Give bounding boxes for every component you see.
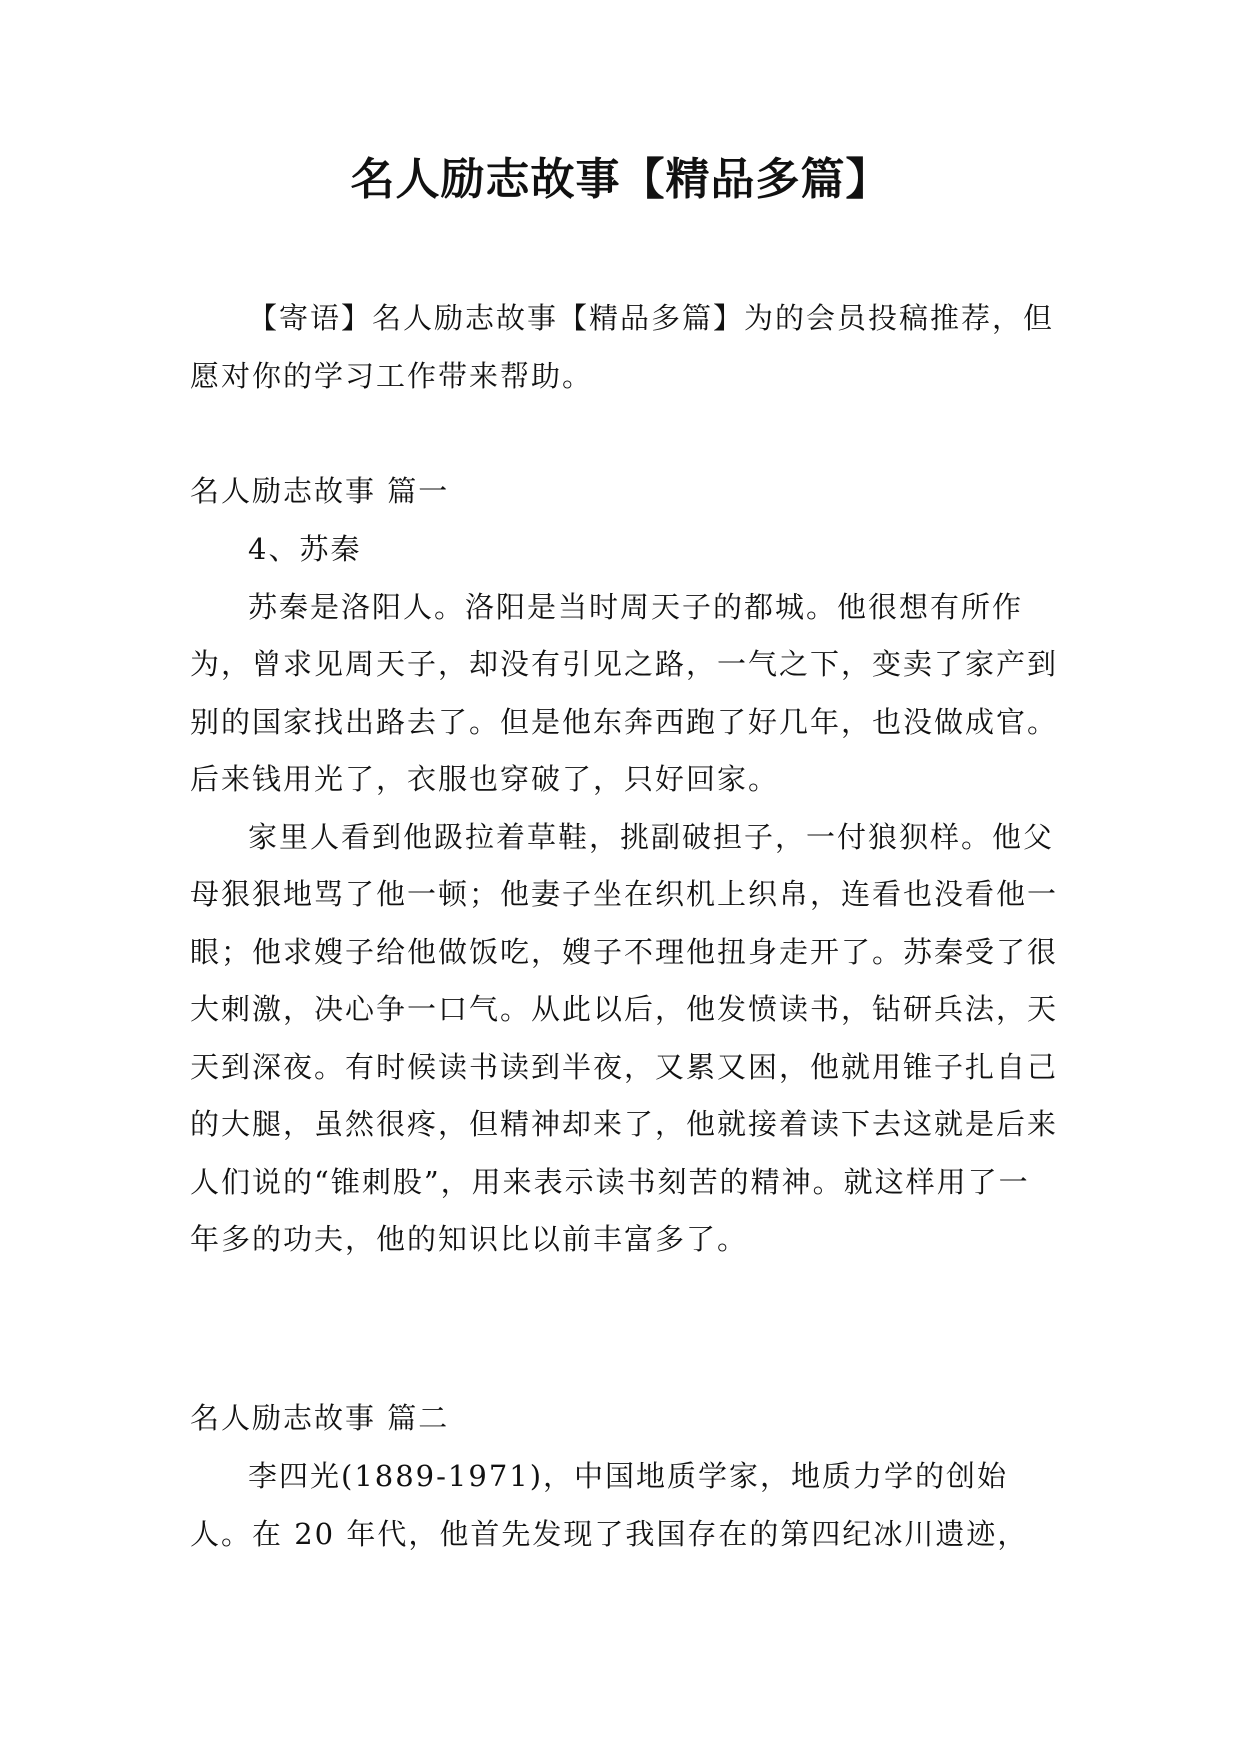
section-heading-1: 名人励志故事 篇一: [190, 474, 450, 508]
section-body-2: [190, 1448, 1058, 1563]
section-body-1: [190, 521, 1058, 1269]
section-1-paragraph-3: 家里人看到他趿拉着草鞋，挑副破担子，一付狼狈样。他父母狠狠地骂了他一顿；他妻子坐在织机上织帛，连看也没看他一眼；他求嫂子给他做饭吃，嫂子不理他扭身走开了。苏秦受了很大刺激，决心争一口气。从此以后，他发愤读书，钻研兵法，天天到深夜。有时候读书读到半夜，又累又困，他就用锥子扎自己的大腿，虽然很疼，但精神却来了，他就接着读下去这就是后来人们说的“锥刺股”，用来表示读书刻苦的精神。就这样用了一年多的功夫，他的知识比以前丰富多了。: [190, 819, 1059, 1256]
section-heading-2: 名人励志故事 篇二: [190, 1401, 450, 1435]
document-title: 名人励志故事【精品多篇】: [350, 154, 891, 205]
intro-block: [190, 290, 1058, 405]
section-1-paragraph-2: 苏秦是洛阳人。洛阳是当时周天子的都城。他很想有所作为，曾求见周天子，却没有引见之路，一气之下，变卖了家产到别的国家找出路去了。但是他东奔西跑了好几年，也没做成官。后来钱用光了，衣服也穿破了，只好回家。: [190, 589, 1059, 796]
section-1-paragraph-1: 4、苏秦: [248, 532, 362, 566]
intro-paragraph: 【寄语】名人励志故事【精品多篇】为的会员投稿推荐，但愿对你的学习工作带来帮助。: [190, 301, 1055, 393]
section-2-paragraph-1: 李四光(1889-1971)，中国地质学家，地质力学的创始人。在 20 年代，他首先发现了我国存在的第四纪冰川遗迹，: [190, 1459, 1029, 1551]
